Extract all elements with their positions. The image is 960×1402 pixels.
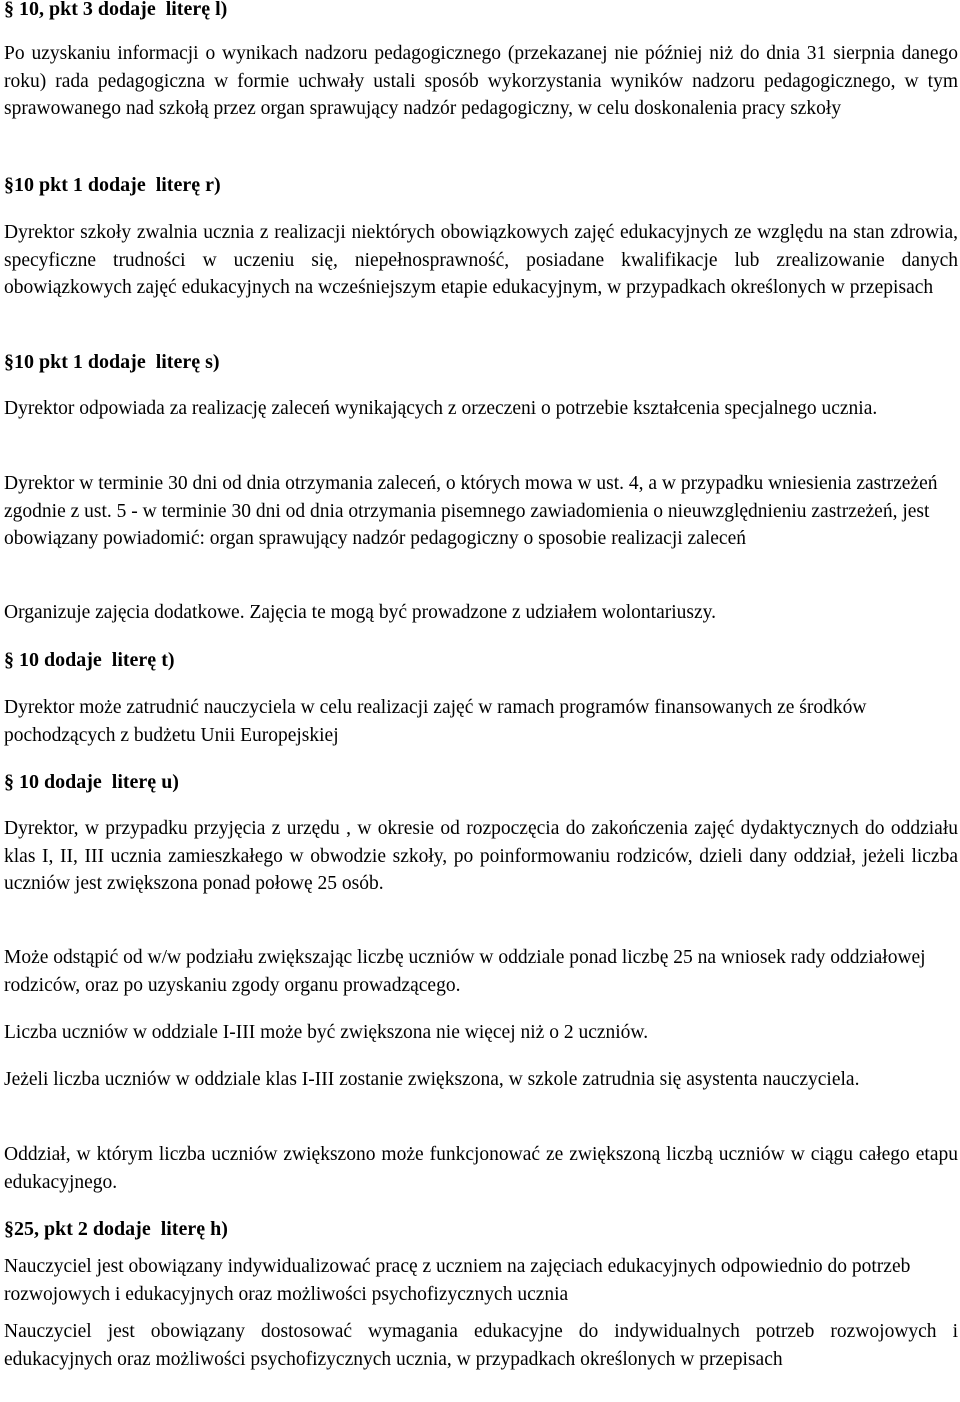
section-heading-10-u: § 10 dodaje literę u) <box>4 771 179 793</box>
paragraph-asystent-nauczyciela: Jeżeli liczba uczniów w oddziale klas I-III zostanie zwiększona, w szkole zatrudnia się asystenta nauczyciela. <box>4 1069 860 1090</box>
paragraph-nadzor-pedagogiczny: Po uzyskaniu informacji o wynikach nadzoru pedagogicznego (przekazanej nie później niż do dnia 31 sierpnia danego roku) rada pedagogiczna w formie uchwały ustali sposób wykorzystania wyników nadzoru pedagogicznego, w tym sprawowanego nad szkołą przez organ sprawujący nadzór pedagogiczny, w celu doskonalenia pracy szkoły <box>4 43 958 119</box>
paragraph-zajecia-dodatkowe: Organizuje zajęcia dodatkowe. Zajęcia te mogą być prowadzone z udziałem wolontariuszy. <box>4 602 716 623</box>
paragraph-podzial-oddzialu: Dyrektor, w przypadku przyjęcia z urzędu , w okresie od rozpoczęcia do zakończenia zajęć dydaktycznych do oddziału klas I, II, III ucznia zamieszkałego w obwodzie szkoły, po poinformowaniu rodziców, dzieli dany oddział, jeżeli liczba uczniów jest zwiększona ponad połowę 25 osób. <box>4 818 958 894</box>
paragraph-odstapienie-od-podzialu: Może odstąpić od w/w podziału zwiększając liczbę uczniów w oddziale ponad liczbę 25 na wniosek rady oddziałowej rodziców, oraz po uzyskaniu zgody organu prowadzącego. <box>4 947 926 996</box>
paragraph-srodki-ue: Dyrektor może zatrudnić nauczyciela w celu realizacji zajęć w ramach programów finansowanych ze środków pochodzących z budżetu Unii Europejskiej <box>4 697 867 746</box>
section-heading-10-t: § 10 dodaje literę t) <box>4 649 175 671</box>
paragraph-indywidualizacja: Nauczyciel jest obowiązany indywidualizować pracę z uczniem na zajęciach edukacyjnych odpowiednio do potrzeb rozwojowych i edukacyjnych oraz możliwości psychofizycznych ucznia <box>4 1256 911 1305</box>
section-heading-10-1-r: §10 pkt 1 dodaje literę r) <box>4 174 221 196</box>
paragraph-zalecenia-orzeczenia: Dyrektor odpowiada za realizację zaleceń wynikających z orzeczeni o potrzebie kształcenia specjalnego ucznia. <box>4 398 878 419</box>
section-heading-25-2-h: §25, pkt 2 dodaje literę h) <box>4 1218 228 1240</box>
section-heading-10-1-s: §10 pkt 1 dodaje literę s) <box>4 351 220 373</box>
section-heading-10-3-l: § 10, pkt 3 dodaje literę l) <box>4 0 228 20</box>
paragraph-etap-edukacyjny: Oddział, w którym liczba uczniów zwiększono może funkcjonować ze zwiększoną liczbą uczniów w ciągu całego etapu edukacyjnego. <box>4 1144 958 1193</box>
paragraph-zwolnienie-ucznia: Dyrektor szkoły zwalnia ucznia z realizacji niektórych obowiązkowych zajęć edukacyjnych ze względu na stan zdrowia, specyficzne trudności w uczeniu się, niepełnosprawność, posiadane kwalifikacje lub zrealizowanie danych obowiązkowych zajęć edukacyjnych na wcześniejszym etapie edukacyjnym, w przypadkach określonych w przepisach <box>4 222 958 298</box>
paragraph-dostosowanie-wymagan: Nauczyciel jest obowiązany dostosować wymagania edukacyjne do indywidualnych potrzeb rozwojowych i edukacyjnych oraz możliwości psychofizycznych ucznia, w przypadkach określonych w przepisach <box>4 1321 958 1370</box>
paragraph-limit-uczniow: Liczba uczniów w oddziale I-III może być zwiększona nie więcej niż o 2 uczniów. <box>4 1022 649 1043</box>
paragraph-termin-30-dni: Dyrektor w terminie 30 dni od dnia otrzymania zaleceń, o których mowa w ust. 4, a w przypadku wniesienia zastrzeżeń zgodnie z ust. 5 - w terminie 30 dni od dnia otrzymania pisemnego zawiadomienia o nieuwzględnieniu zastrzeżeń, jest obowiązany powiadomić: organ sprawujący nadzór pedagogiczny o sposobie realizacji zaleceń <box>4 473 938 549</box>
